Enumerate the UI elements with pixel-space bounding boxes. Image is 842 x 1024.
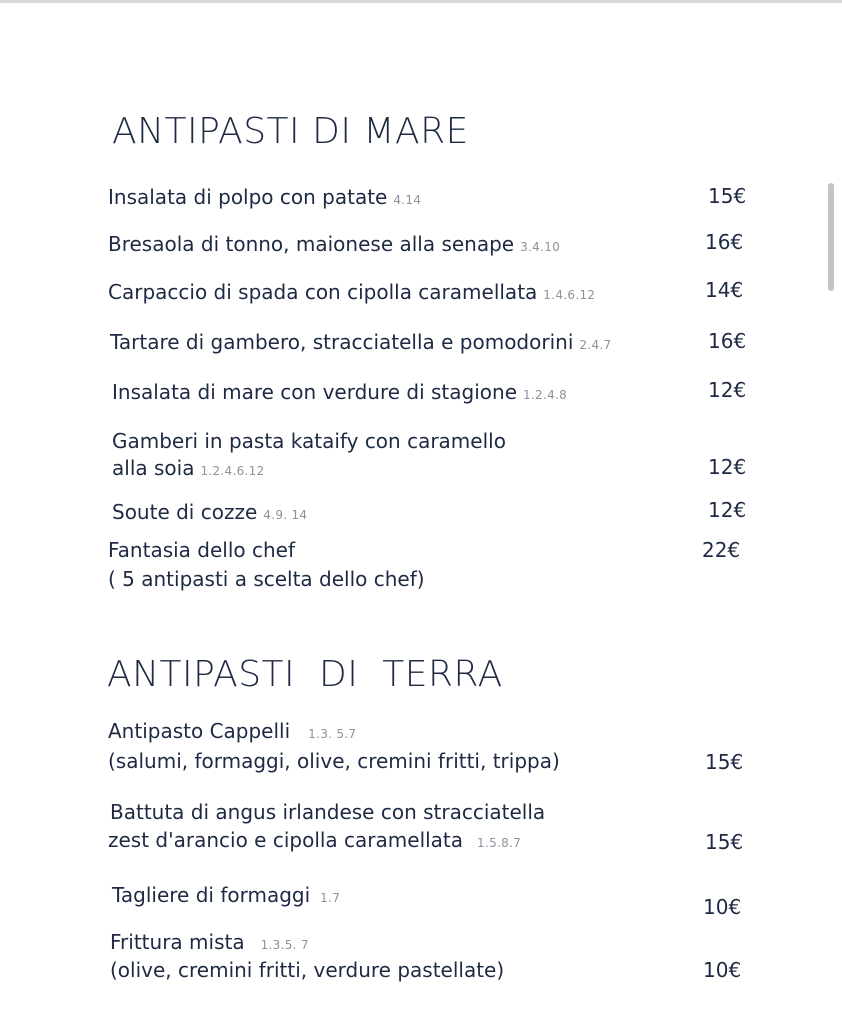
menu-item-name [112,382,567,402]
price: 12€ [708,378,747,402]
allergen-codes: 1.4.6.12 [543,288,596,302]
top-border [0,0,842,3]
dish-name: Gamberi in pasta kataify con caramello [112,429,506,453]
allergen-codes: 2.4.7 [579,338,612,352]
menu-item-name [108,282,595,302]
dish-description: ( 5 antipasti a scelta dello chef) [108,567,425,591]
allergen-codes: 3.4.10 [520,240,561,254]
dish-name-line-2: zest d'arancio e cipolla caramellata [108,828,464,852]
price: 15€ [705,750,744,774]
allergen-codes: 1.2.4.8 [523,388,568,402]
price: 16€ [705,230,744,254]
price: 22€ [702,538,741,562]
menu-item-name [108,540,295,560]
section-title-terra: ANTIPASTI DI TERRA [107,654,503,695]
allergen-codes: 1.3.5. 7 [260,938,309,952]
menu-item-name [112,885,340,905]
price: 10€ [703,895,742,919]
dish-description: (salumi, formaggi, olive, cremini fritti, trippa) [108,749,560,773]
dish-name: Tartare di gambero, stracciatella e pomodorini [110,330,574,354]
dish-name: Insalata di polpo con patate [108,185,388,209]
allergen-codes: 4.9. 14 [263,508,308,522]
price: 12€ [708,498,747,522]
menu-item-name [110,332,611,352]
scrollbar-thumb[interactable] [828,183,834,291]
dish-name: Frittura mista [110,930,245,954]
menu-item-description [110,960,504,980]
dish-name: Bresaola di tonno, maionese alla senape [108,232,515,256]
price: 16€ [708,329,747,353]
section-title-mare: ANTIPASTI DI MARE [112,111,469,152]
price: 15€ [705,830,744,854]
dish-name: Battuta di angus irlandese con stracciatella [110,800,546,824]
menu-item-description [108,751,560,771]
price: 14€ [705,278,744,302]
menu-item-description [108,569,425,589]
dish-name: Carpaccio di spada con cipolla caramellata [108,280,538,304]
price: 15€ [708,184,747,208]
menu-item-name [108,187,421,207]
dish-description: (olive, cremini fritti, verdure pastellate) [110,958,505,982]
price: 12€ [708,455,747,479]
dish-name: Tagliere di formaggi [112,883,311,907]
dish-name-line-2: alla soia [112,456,195,480]
allergen-codes: 1.5.8.7 [477,836,522,850]
price: 10€ [703,958,742,982]
dish-name: Soute di cozze [112,500,258,524]
menu-item-name [108,721,356,741]
menu-item-name [110,802,545,822]
menu-item-name-continued [108,830,521,850]
dish-name: Fantasia dello chef [108,538,296,562]
menu-item-name [112,431,506,451]
dish-name: Insalata di mare con verdure di stagione [112,380,517,404]
menu-item-name [108,234,560,254]
allergen-codes: 1.7 [320,891,341,905]
allergen-codes: 1.3. 5.7 [308,727,357,741]
menu-item-name-continued [112,458,265,478]
allergen-codes: 1.2.4.6.12 [200,464,265,478]
allergen-codes: 4.14 [393,193,422,207]
menu-item-name [112,502,307,522]
menu-item-name [110,932,309,952]
dish-name: Antipasto Cappelli [108,719,291,743]
